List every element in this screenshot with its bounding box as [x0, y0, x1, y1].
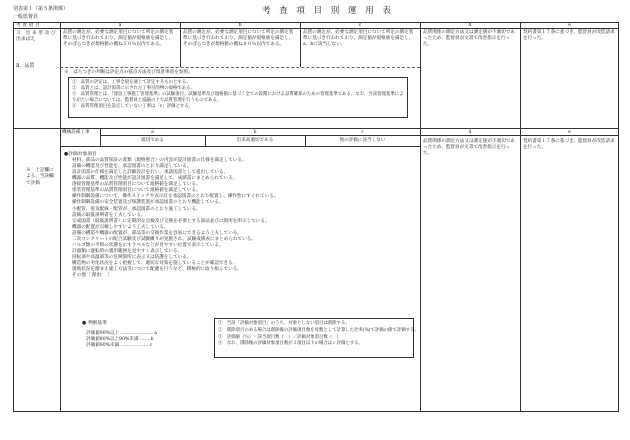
notes-box: [68, 77, 408, 118]
eval-item: 小配管、電気配線・配管が、承認図書のとおり施工している。: [72, 206, 201, 212]
criteria-a: 品質の測定が、必要な測定項目について所定の測定基準に基づき行われており、測定値が規格値を満足し、そのばらつきが規格値の概ね５０％以内である。: [63, 30, 174, 47]
criteria-e: 契約書第１７条に基づき、監督員が改造請求を行った。: [523, 30, 615, 41]
judge-line-c: 評価値80%未満 ……………… c: [86, 343, 153, 349]
eval-item: 二次コンクリートの配合試験及び試験練りが実施され、試験成績表にまとめられている。: [72, 236, 256, 242]
col-header-a: a: [118, 22, 122, 28]
note-1: ① 品質の評定は、工事全般を通じて評定するものとする。: [72, 80, 191, 85]
col-header-c: c: [358, 22, 362, 28]
eval-item: 機器の品質、機能及び性能が設計図書を満足して、成績書にまとめられている。: [72, 176, 238, 182]
note-3: ③ 品質管理とは、『建設工事施工管理基準』の試験項目、試験基準及び規格値に基づく全ての段階における品質確保のための管理基準である。なお、当該管理基準によりがたい場合については、監督員と協議の上で品質管理を行うものである。: [72, 92, 404, 104]
col-divider-cd: [420, 22, 421, 412]
col-header-item: 考 査 項 目: [16, 22, 40, 28]
eval-item: 操作制御設備の安全装置及び保護装置が承認図書のとおり機能している。: [72, 200, 224, 206]
eval-heading: ●評価対象項目: [64, 152, 97, 157]
rating-c-text: 他の評価に該当しない: [339, 138, 386, 143]
bottom-d-header: d: [468, 129, 472, 135]
rating-b-text: 出来高適切である: [236, 138, 274, 143]
notes-heading: ※ ばらつきの判断は評定点の採点方法及び留意事項を参照。: [64, 70, 193, 75]
eval-item: 設計図書の仕様を満足した詳細設計を行い、承諾図書として提出している。: [72, 170, 229, 176]
criteria-b: 品質の測定が、必要な測定項目について所定の測定基準に基づき行われており、測定値が規格値を満足し、そのばらつきが規格値の概ね８０％以内である。: [183, 30, 294, 47]
rating-a-text: 適切である: [141, 138, 164, 143]
judge-list: [86, 331, 157, 349]
eval-item: バルブ類の平時の状態を示すラベルなどが見やすい位置で表示している。: [72, 242, 224, 248]
eval-item: 塗装管理基準の品質管理項目について規格値を満足している。: [72, 188, 201, 194]
calc-note-2: ② 削除項目のある場合は削除後の評価項目数を母数として計算した比率(%)で評価の値で評価する。: [218, 327, 419, 333]
eval-item: 回転部や高温部等の危険箇所に表示又は防護をしている。: [72, 255, 192, 260]
form-label: 別表第１（第５条関係）: [13, 6, 69, 12]
col-header-b: b: [238, 22, 242, 28]
eval-item: 操作制御設備について、操作スイッチや表示灯を承認図書のとおり配置し、操作性にすぐれている。: [72, 194, 279, 200]
note-4: ④ 品質管理項目を設定していない工事は「c」評価とする。: [72, 104, 194, 110]
rating-label: 機械設備工事: [62, 130, 90, 135]
eval-item: 構造物の劣化状況をよく把握して、適切な対策を施していることが確認できる。: [72, 261, 238, 267]
eval-item: 設備の構造や機器の配置が、部品等の交換作業を容易にできるよう工夫している。: [72, 230, 242, 236]
note-2: ② 品質とは、設計図書に示された工事目的物の規格である。: [72, 86, 195, 92]
criteria-divider: [60, 67, 420, 68]
bottom-criteria-e: 契約書第１７条に基づき、監督員が改造請求を行った。: [523, 139, 615, 150]
eval-item: 材料、部品の品質保証の書類（現物照合）の内容が設計図書の仕様を満足している。: [72, 158, 247, 163]
page-title: 考 査 項 目 別 運 用 表: [262, 6, 394, 16]
col-header-d: d: [468, 22, 472, 28]
eval-item: 設備の取扱説明書を工夫している。: [72, 212, 146, 218]
category-label: 一般監督員: [13, 14, 39, 20]
rating-bottom-line: [60, 146, 420, 147]
criteria-c: 品質の測定が、必要な測定項目について所定の測定基準に基づき行われており、測定値が規格値を満足し、a、bに該当しない。: [303, 30, 414, 47]
eval-item: 計器類に運転時の適用範囲を見やすく表示している。: [72, 248, 183, 254]
judge-line-b: 評価値80%以上90%未満 …… b: [86, 337, 154, 343]
criteria-d: 品質関係の測定方法又は測定値が不適切であったため、監督員が文書で改善指示を行った。: [423, 30, 515, 47]
judge-heading: ● 判断基準: [82, 321, 107, 326]
eval-item: 溶接管理基準の品質管理項目について規格値を満足している。: [72, 182, 201, 188]
rating-b-header: b: [253, 129, 257, 135]
col-divider-de: [520, 22, 521, 412]
eval-item: 設備の機能及び性能を、承認図書のとおり満足している。: [72, 164, 192, 170]
item-name: ３．出 来 形 及 び 出来ばえ: [16, 31, 56, 43]
rating-c-header: c: [361, 129, 364, 135]
bottom-criteria-d: 品質関係の測定方法又は測定値が不適切であったため、監督員が文書で改善指示を行った。: [423, 139, 515, 156]
eval-item-list: [72, 158, 278, 279]
left-note: ※ 上記欄による、当該欄で評価: [26, 168, 54, 186]
eval-item: 機器の配置が点検しやすいよう工夫している。: [72, 224, 169, 230]
calc-note-4: ④ なお、削除後の評価対象項目数が３項目以下の場合はｃ評価とする。: [218, 341, 363, 347]
bottom-e-header: e: [568, 129, 571, 135]
sub-item-name: Ⅱ．品質: [16, 63, 35, 69]
eval-item: その他［ 理由： ］: [72, 273, 112, 279]
col-divider-item: [60, 22, 61, 412]
calc-note-3: ③ 評価値（％）＝該当項目数（ ）／評価対象項目数（ ）: [218, 334, 341, 340]
eval-item: 現地状況を踏まえ施工方法等について配慮を行うなど、積極的に取り組んでいる。: [72, 267, 242, 273]
judge-line-a: 評価値90%以上 ………………… a: [86, 331, 157, 336]
calc-notes-box: [214, 318, 419, 358]
eval-item: 完成図書（取扱説明書）に定期的な点検及び交換を必要とする部品並びに箇所を明示している。: [72, 218, 270, 224]
calc-note-1: ① 当該「評価対象項目」のうち、対象としない項目は削除する。: [218, 321, 350, 326]
col-header-e: e: [568, 22, 571, 28]
rating-a-header: a: [151, 129, 154, 135]
